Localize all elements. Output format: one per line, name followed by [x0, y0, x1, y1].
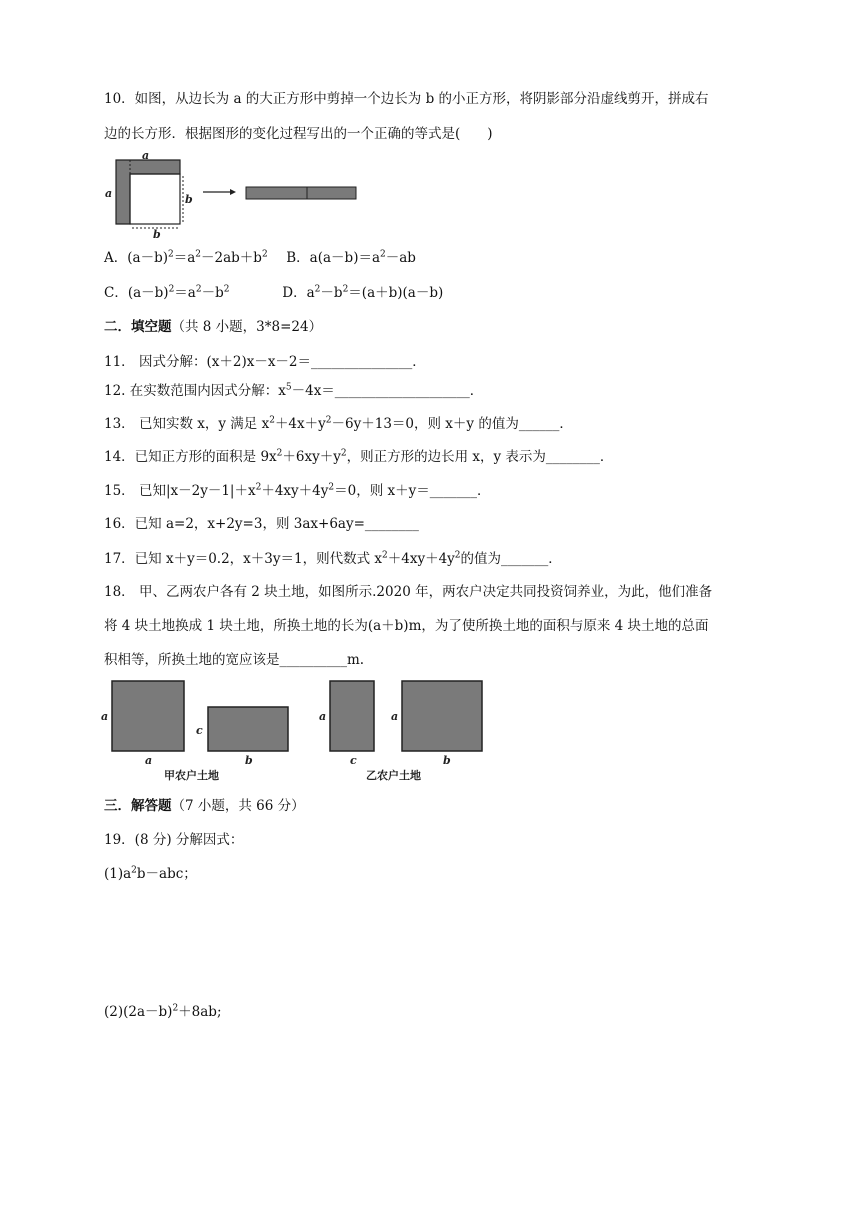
q18-line3: 积相等，所换土地的宽应该是__________m.: [104, 652, 365, 668]
q16: 16．已知 a=2，x+2y=3，则 3ax+6ay=________: [104, 516, 419, 532]
q10-line2: 边的长方形．根据图形的变化过程写出的一个正确的等式是( ): [104, 126, 493, 142]
q15: 15． 已知$|x-2y-1|+x^2+4xy+4y^2=0$，则 x＋y＝_______．: [104, 482, 491, 499]
section3-heading: 三．解答题（7 小题，共 66 分）: [104, 798, 305, 814]
q18-label-6: c: [350, 754, 357, 767]
q12: 12. 在实数范围内因式分解：$x^5-4x=\_\_\_\_\_\_\_\_\_\_\_\_\_\_\_\_\_\_\_\_$．: [104, 382, 484, 399]
yi-plot-square: [402, 681, 482, 751]
q10-result-rectangle: [246, 187, 356, 199]
q18-label-1: a: [101, 710, 109, 723]
q18-label-5: a: [319, 710, 327, 723]
q19-part1: $(1)a^2b-abc$；: [104, 865, 197, 882]
q10-line1: 10．如图，从边长为 a 的大正方形中剪掉一个边长为 b 的小正方形，将阴影部分沿虚线剪开，拼成右: [104, 91, 709, 107]
q18-label-7: a: [391, 710, 399, 723]
q18-label-3: c: [196, 724, 203, 737]
q18-label-2: a: [145, 754, 153, 767]
q13: 13． 已知实数 x，y 满足 $x^2+4x+y^2-6y+13=0$，则 x＋y 的值为______．: [104, 415, 573, 432]
q18-line2: 将 4 块土地换成 1 块土地，所换土地的长为(a＋b)m，为了使所换土地的面积与原来 4 块土地的总面: [104, 618, 709, 634]
q18-line1: 18． 甲、乙两农户各有 2 块土地，如图所示.2020 年，两农户决定共同投资饲养业，为此，他们准备: [104, 584, 713, 600]
q10-options-ab: [104, 248, 416, 268]
q19-title: 19．(8 分) 分解因式：: [104, 832, 244, 848]
q14: 14．已知正方形的面积是 $9x^2+6xy+y^2$，则正方形的边长用 x，y 表示为________．: [104, 448, 614, 465]
q10-option-b[interactable]: B．$a(a-b)=a^2-ab$: [286, 249, 416, 266]
q18-label-4: b: [245, 754, 253, 767]
q19-part2: $(2)(2a-b)^2+8ab$;: [104, 1003, 222, 1020]
q10-option-d[interactable]: D．$a^2-b^2=(a+b)(a-b)$: [282, 284, 444, 301]
q10-label-b-bottom: b: [153, 228, 161, 240]
q10-label-b-right: b: [185, 193, 193, 206]
q10-label-a-top: a: [142, 150, 150, 162]
q10-option-c[interactable]: C．$(a-b)^2=a^2-b^2$: [104, 284, 230, 301]
q10-figure: [100, 150, 365, 240]
caption-jia: 甲农户土地: [164, 769, 219, 782]
jia-plot-rectangle: [208, 707, 288, 751]
q17: 17．已知 x＋y＝0.2，x＋3y＝1，则代数式 $x^2+4xy+4y^2$的值为_______．: [104, 550, 562, 567]
q10-options-cd: [104, 283, 443, 303]
jia-plot-square: [112, 681, 184, 751]
caption-yi: 乙农户土地: [366, 769, 421, 782]
q18-label-8: b: [443, 754, 451, 767]
q10-label-a-left: a: [105, 187, 113, 200]
q11: 11． 因式分解：(x＋2)x－x－2＝_______________．: [104, 354, 426, 370]
section2-heading: 二．填空题（共 8 小题，3*8=24）: [104, 319, 323, 335]
q10-option-a[interactable]: A．$(a-b)^2=a^2-2ab+b^2$: [104, 249, 268, 266]
q18-figure: [98, 676, 490, 784]
yi-plot-rectangle: [330, 681, 374, 751]
